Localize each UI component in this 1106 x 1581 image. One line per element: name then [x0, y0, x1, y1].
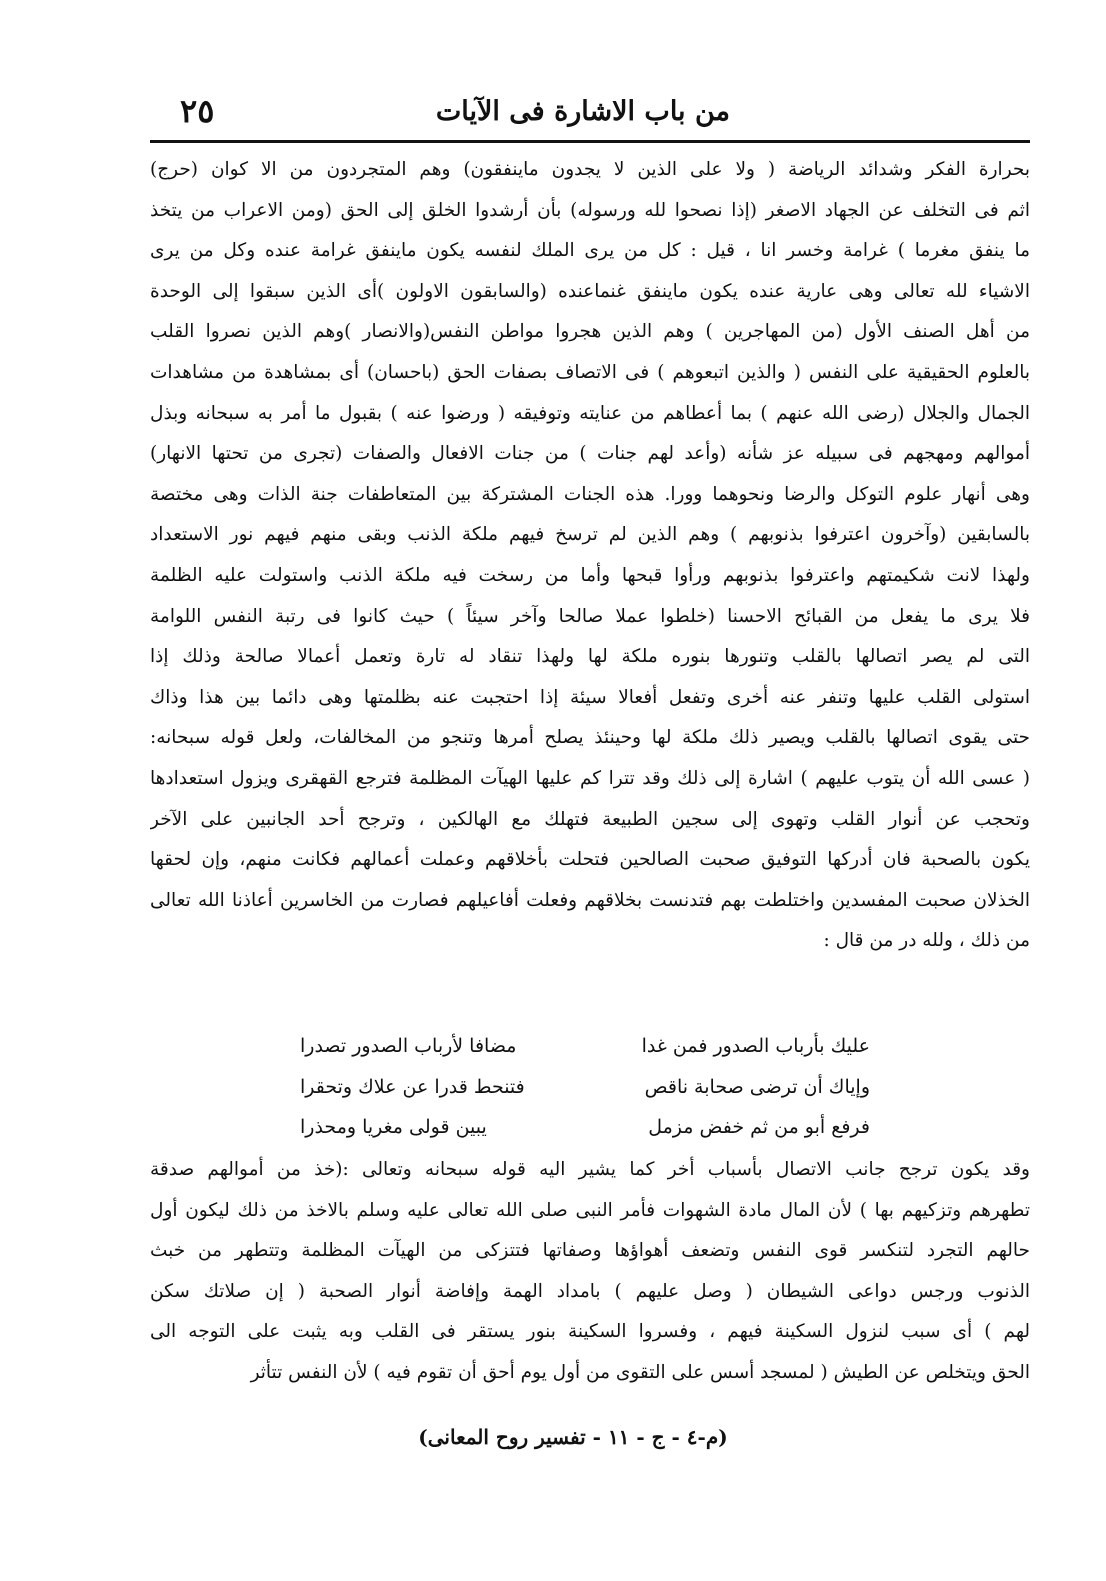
text-line: ( عسى الله أن يتوب عليهم ) اشارة إلى ذلك وقد تترا كم عليها الهيآت المظلمة فترجع القهقرى ويزول استعدادها [150, 767, 1030, 789]
text-line: الجمال والجلال (رضى الله عنهم ) بما أعطاهم من عنايته وتوفيقه ( ورضوا عنه ) بقبول ما أمر به سبحانه وبذل [150, 402, 1030, 424]
verse-row [300, 1067, 870, 1108]
text-line: بالسابقين (وآخرون اعترفوا بذنوبهم ) وهم الذين لم ترسخ فيهم ملكة الذنب وبقى منهم فيهم نور الاستعداد [150, 524, 1030, 546]
verse-first-hemistich: فرفع أبو من ثم خفض مزمل [648, 1116, 870, 1138]
text-line: اثم فى التخلف عن الجهاد الاصغر (إذا نصحوا لله ورسوله) بأن أرشدوا الخلق إلى الحق (ومن الاعراب من يتخذ [150, 199, 1030, 221]
verse-second-hemistich: يبين قولى مغريا ومحذرا [300, 1116, 487, 1138]
text-line: فلا يرى ما يفعل من القبائح الاحسنا (خلطوا عملا صالحا وآخر سيئاً ) حيث كانوا فى رتبة النفس اللوامة [150, 605, 1030, 627]
verse-row [300, 1026, 870, 1067]
text-line: الاشياء لله تعالى وهى عارية عنده يكون ماينفق غنماعنده (والسابقون الاولون )أى الذين سبقوا إلى الوحدة [150, 280, 1030, 302]
text-line: لهم ) أى سبب لنزول السكينة فيهم ، وفسروا السكينة بنور يستقر فى القلب وبه يثبت على التوجه الى [150, 1321, 1030, 1343]
text-line: حتى يقوى اتصالها بالقلب ويصير ذلك ملكة لها وحينئذ يصلح أمرها وتنجو من المخالفات، ولعل قوله سبحانه: [150, 727, 1030, 749]
text-line: التى لم يصر اتصالها بالقلب وتنورها بنوره ملكة لها ولهذا تنقاد له تارة وتعمل أعمالا صالحة وذلك إذا [150, 646, 1030, 668]
text-line: يكون بالصحبة فان أدركها التوفيق صحبت الصالحين فتحلت بأخلاقهم وعملت أعمالهم فكانت منهم، وإن لحقها [150, 849, 1030, 871]
page-header [150, 92, 1030, 140]
verse-second-hemistich: فتنحط قدرا عن علاك وتحقرا [300, 1075, 525, 1098]
text-line: تطهرهم وتزكيهم بها ) لأن المال مادة الشهوات فأمر النبى صلى الله تعالى عليه وسلم بالاخذ من ذلك ليكون أول [150, 1199, 1030, 1221]
text-line: استولى القلب عليها وتنفر عنه أخرى وتفعل أفعالا سيئة إذا احتجبت عنه بظلمتها وهى دائما بين هذا وذاك [150, 686, 1030, 708]
signature-mark: (م-٤ - ج - ١١ - تفسير روح المعانى) [418, 1425, 728, 1449]
running-title: من باب الاشارة فى الآيات [435, 96, 730, 127]
footer-signature [0, 1425, 1106, 1449]
text-line: ولهذا لانت شكيمتهم واعترفوا بذنوبهم ورأوا قبحها وأما من رسخت فيه ملكة الذنب واستولت عليه الظلمة [150, 564, 1030, 586]
text-line: وهى أنهار علوم التوكل والرضا ونحوهما وورا. هذه الجنات المشتركة بين المتعاطفات جنة الذات وهى مختصة [150, 483, 1030, 505]
verse-first-hemistich: عليك بأرباب الصدور فمن غدا [641, 1035, 870, 1057]
text-line: أموالهم ومهجهم فى سبيله عز شأنه (وأعد لهم جنات ) من جنات الافعال والصفات (تجرى من تحتها الانهار) [150, 443, 1030, 465]
text-line: بالعلوم الحقيقية على النفس ( والذين اتبعوهم ) فى الاتصاف بصفات الحق (باحسان) أى بمشاهدة من مشاهدات [150, 361, 1030, 383]
text-line: من ذلك ، ولله در من قال : [823, 930, 1030, 952]
text-line: من أهل الصنف الأول (من المهاجرين ) وهم الذين هجروا مواطن النفس(والانصار )وهم الذين نصروا القلب [150, 321, 1030, 343]
verse-second-hemistich: مضافا لأرباب الصدور تصدرا [300, 1035, 517, 1057]
text-line: حالهم التجرد لتنكسر قوى النفس وتضعف أهواؤها وصفاتها فتتزكى من الهيآت المظلمة وتتطهر من خبث [150, 1240, 1030, 1262]
text-line: ما ينفق مغرما ) غرامة وخسر انا ، قيل : كل من يرى الملك لنفسه يكون ماينفق غرامة عنده وكل من يرى [150, 240, 1030, 262]
text-line: وتحجب عن أنوار القلب وتهوى إلى سجين الطبيعة فتهلك مع الهالكين ، وترجح أحد الجانبين على الآخر [150, 808, 1030, 830]
verse-first-hemistich: وإياك أن ترضى صحابة ناقص [644, 1075, 870, 1098]
page-number: ٢٥ [180, 92, 215, 130]
text-line: الذنوب ورجس دواعى الشيطان ( وصل عليهم ) بامداد الهمة وإفاضة أنوار الصحبة ( إن صلاتك سكن [150, 1280, 1030, 1302]
poem-verses [300, 1026, 870, 1148]
verse-row [300, 1107, 870, 1148]
text-line: بحرارة الفكر وشدائد الرياضة ( ولا على الذين لا يجدون ماينفقون) وهم المتجردون من الا كوان (حرج) [150, 159, 1030, 180]
text-line: الحق ويتخلص عن الطيش ( لمسجد أسس على التقوى من أول يوم أحق أن تقوم فيه ) لأن النفس تتأثر [250, 1361, 1030, 1383]
paragraph-1 [150, 150, 1030, 962]
text-line: الخذلان صحبت المفسدين واختلطت بهم فتدنست بخلاقهم وفعلت أفاعيلهم فصارت من الخاسرين أعاذنا الله تعالى [150, 889, 1030, 911]
header-rule [150, 140, 1030, 143]
text-line: وقد يكون ترجح جانب الاتصال بأسباب أخر كما يشير اليه قوله سبحانه وتعالى :(خذ من أموالهم صدقة [150, 1159, 1030, 1180]
paragraph-2 [150, 1150, 1030, 1394]
